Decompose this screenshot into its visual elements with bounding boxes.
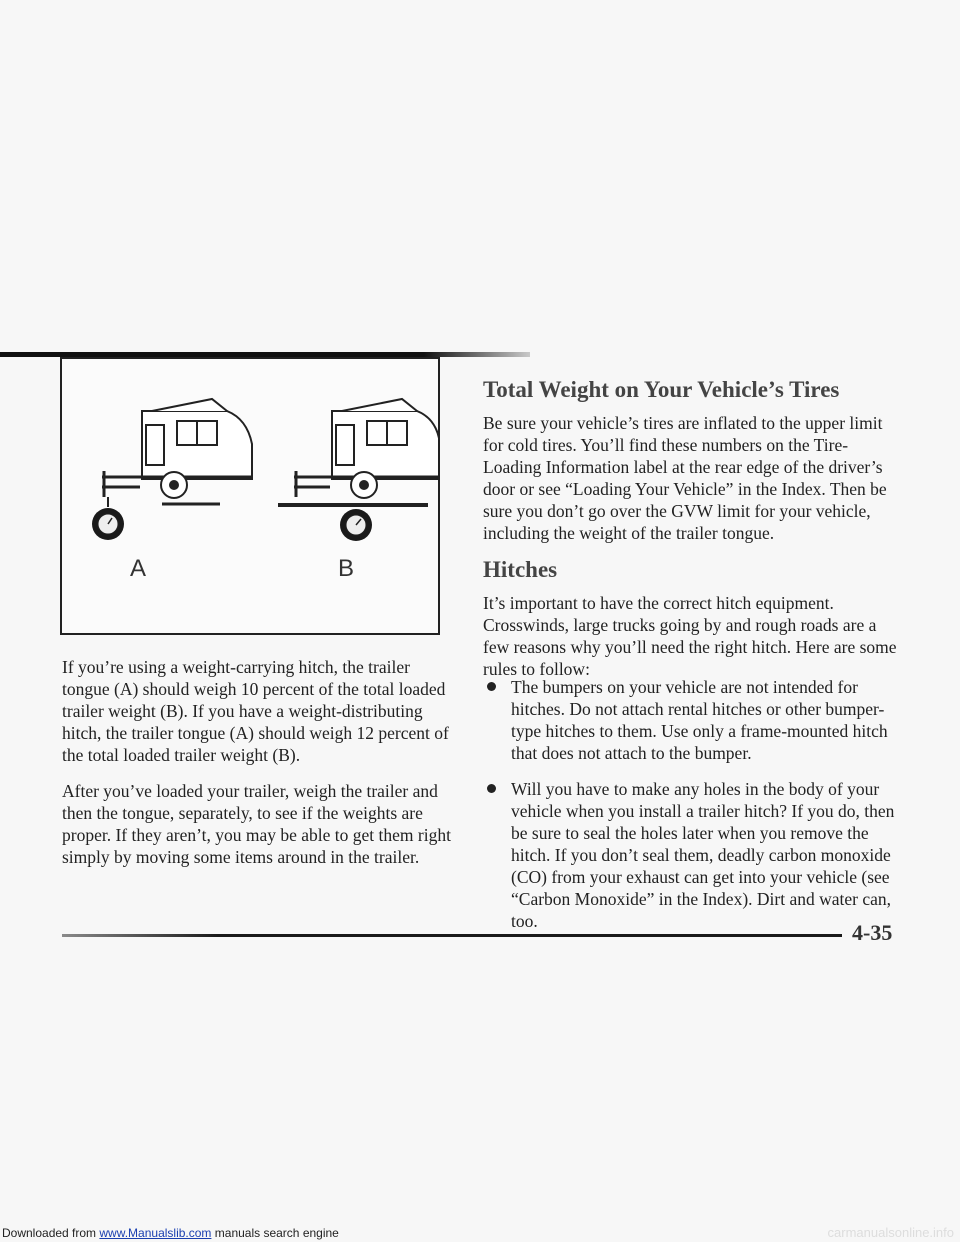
list-item: [483, 676, 903, 764]
heading-hitches: Hitches: [483, 557, 558, 582]
footer-prefix: Downloaded from: [2, 1226, 100, 1240]
trailer-weight-figure: [60, 357, 440, 635]
manualslib-link[interactable]: www.Manualslib.com: [99, 1226, 212, 1240]
footer-watermark: carmanualsonline.info: [827, 1225, 954, 1240]
trailer-b: [278, 399, 438, 541]
list-item-text: The bumpers on your vehicle are not intended for hitches. Do not attach rental hitches or other bumper-type hitches to them. Use only a frame-mounted hitch that does not attach to the bumper.: [511, 677, 888, 763]
page-number: 4-35: [852, 920, 893, 945]
list-item: [483, 778, 903, 932]
trailer-a: [92, 399, 252, 540]
bullet-icon: [487, 682, 496, 691]
heading-total-weight: Total Weight on Your Vehicle’s Tires: [483, 377, 840, 402]
paragraph-hitch-equipment: It’s important to have the correct hitch equipment. Crosswinds, large trucks going by and rough roads are a few reasons why you’ll need the right hitch. Here are some rules to follow:: [483, 593, 897, 679]
paragraph-weigh-trailer: After you’ve loaded your trailer, weigh the trailer and then the tongue, separately, to see if the weights are proper. If they aren’t, you may be able to get them right simply by moving some items around in the trailer.: [62, 781, 451, 867]
footer-download-note: [2, 1224, 339, 1242]
bottom-rule: [62, 934, 842, 937]
left-column: [62, 656, 452, 882]
footer-suffix: manuals search engine: [211, 1226, 339, 1240]
paragraph-tire-inflation: Be sure your vehicle’s tires are inflated to the upper limit for cold tires. You’ll find these numbers on the Tire-Loading Information label at the rear edge of the driver’s door or see “Loading Your Vehicle” in the Index. Then be sure you don’t go over the GVW limit for your vehicle, including the weight of the trailer tongue.: [483, 413, 887, 543]
trailer-illustration: [62, 359, 438, 633]
figure-label-a: A: [130, 555, 147, 582]
paragraph-hitch-weight: If you’re using a weight-carrying hitch, the trailer tongue (A) should weigh 10 percent of the total loaded trailer weight (B). If you have a weight-distributing hitch, the trailer tongue (A) should weigh 12 percent of the total loaded trailer weight (B).: [62, 657, 449, 765]
footer-bar: [0, 1224, 960, 1242]
hitch-rules-list: [483, 676, 903, 946]
bullet-icon: [487, 784, 496, 793]
figure-label-b: B: [338, 555, 355, 582]
list-item-text: Will you have to make any holes in the body of your vehicle when you install a trailer hitch? If you do, then be sure to seal the holes later when you remove the hitch. If you don’t seal them, deadly carbon monoxide (CO) from your exhaust can get into your vehicle (see “Carbon Monoxide” in the Index). Dirt and water can, too.: [511, 779, 895, 931]
